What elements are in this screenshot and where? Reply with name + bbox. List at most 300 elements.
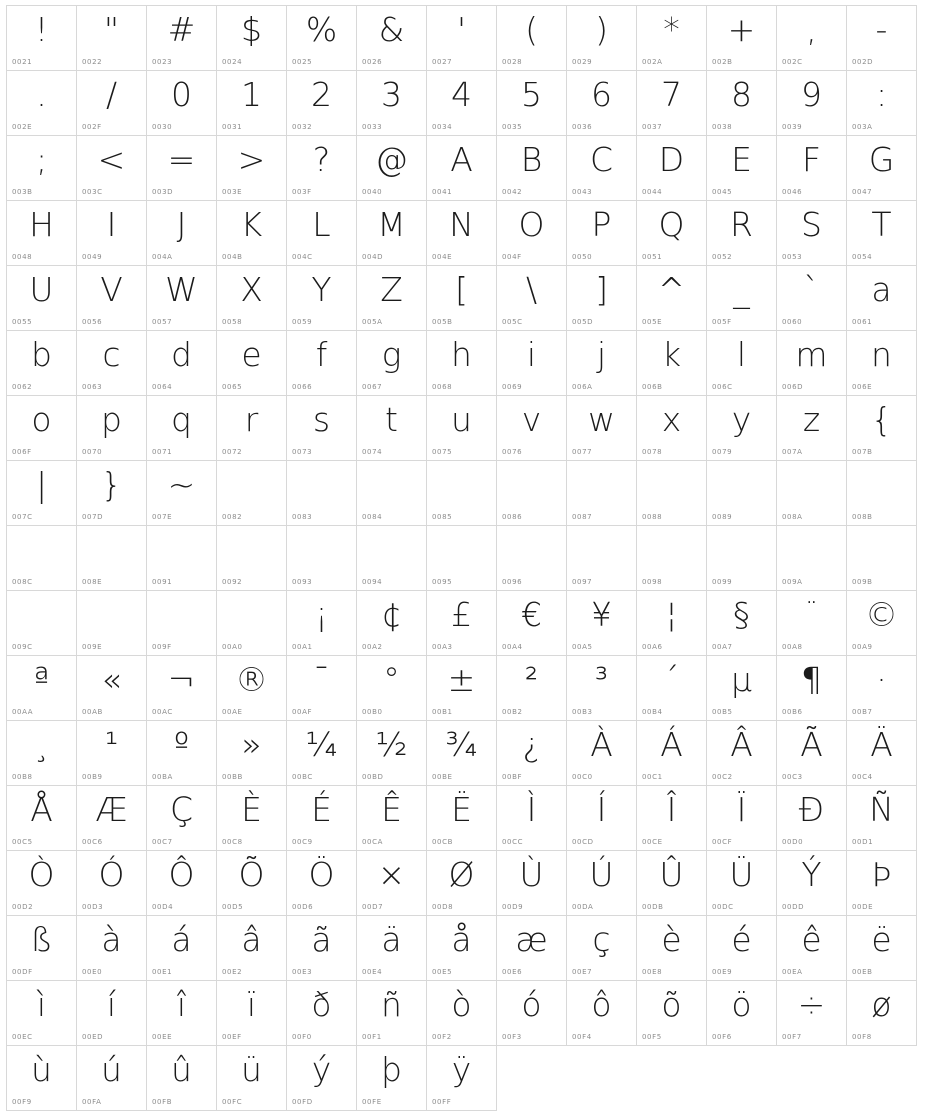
glyph-cell[interactable] xyxy=(147,851,217,916)
glyph-character: å xyxy=(451,920,472,959)
glyph-cell[interactable] xyxy=(847,526,917,591)
glyph-cell[interactable] xyxy=(427,396,497,461)
glyph-cell[interactable] xyxy=(77,461,147,526)
glyph-cell[interactable] xyxy=(637,721,707,786)
glyph-character: I xyxy=(106,205,117,244)
glyph-cell[interactable] xyxy=(847,786,917,851)
glyph-cell[interactable] xyxy=(567,721,637,786)
glyph-cell[interactable] xyxy=(847,851,917,916)
glyph-cell[interactable] xyxy=(77,591,147,656)
glyph-cell[interactable] xyxy=(497,981,567,1046)
glyph-cell[interactable] xyxy=(357,526,427,591)
glyph-codepoint: 00D3 xyxy=(82,903,104,911)
glyph-character: ì xyxy=(36,985,47,1024)
glyph-cell[interactable] xyxy=(287,916,357,981)
glyph-cell[interactable] xyxy=(357,721,427,786)
glyph-codepoint: 0094 xyxy=(362,578,383,586)
glyph-cell[interactable] xyxy=(427,71,497,136)
glyph-cell[interactable] xyxy=(217,461,287,526)
glyph-codepoint: 00FC xyxy=(222,1098,243,1106)
glyph-cell[interactable] xyxy=(147,266,217,331)
glyph-cell[interactable] xyxy=(707,266,777,331)
glyph-cell[interactable] xyxy=(637,6,707,71)
glyph-character: z xyxy=(802,400,821,439)
glyph-cell[interactable] xyxy=(357,916,427,981)
glyph-cell[interactable] xyxy=(637,851,707,916)
glyph-cell[interactable] xyxy=(497,526,567,591)
glyph-cell[interactable] xyxy=(777,201,847,266)
glyph-codepoint: 007A xyxy=(782,448,803,456)
glyph-cell[interactable] xyxy=(357,591,427,656)
glyph-cell[interactable] xyxy=(217,916,287,981)
glyph-codepoint: 0088 xyxy=(642,513,663,521)
glyph-cell[interactable] xyxy=(637,201,707,266)
glyph-cell[interactable] xyxy=(147,1046,217,1111)
glyph-cell[interactable] xyxy=(567,266,637,331)
glyph-character: Ê xyxy=(381,790,402,829)
glyph-cell[interactable] xyxy=(287,526,357,591)
glyph-cell[interactable] xyxy=(357,851,427,916)
glyph-cell[interactable] xyxy=(497,461,567,526)
glyph-cell[interactable] xyxy=(847,201,917,266)
glyph-cell[interactable] xyxy=(847,721,917,786)
glyph-codepoint: 009B xyxy=(852,578,873,586)
glyph-codepoint: 0026 xyxy=(362,58,383,66)
glyph-codepoint: 005A xyxy=(362,318,383,326)
glyph-cell[interactable] xyxy=(427,266,497,331)
glyph-cell[interactable] xyxy=(567,526,637,591)
glyph-codepoint: 00BA xyxy=(152,773,173,781)
glyph-cell[interactable] xyxy=(217,851,287,916)
glyph-cell[interactable] xyxy=(497,786,567,851)
glyph-cell[interactable] xyxy=(287,461,357,526)
glyph-cell[interactable] xyxy=(497,201,567,266)
glyph-codepoint: 007E xyxy=(152,513,173,521)
glyph-cell[interactable] xyxy=(77,916,147,981)
glyph-cell[interactable] xyxy=(497,656,567,721)
glyph-cell[interactable] xyxy=(637,331,707,396)
glyph-cell[interactable] xyxy=(357,786,427,851)
glyph-character: q xyxy=(171,400,192,439)
glyph-cell[interactable] xyxy=(847,591,917,656)
glyph-cell[interactable] xyxy=(147,71,217,136)
glyph-cell[interactable] xyxy=(7,851,77,916)
glyph-cell[interactable] xyxy=(777,331,847,396)
glyph-codepoint: 008B xyxy=(852,513,873,521)
glyph-cell[interactable] xyxy=(147,6,217,71)
glyph-cell[interactable] xyxy=(497,71,567,136)
glyph-cell[interactable] xyxy=(217,1046,287,1111)
glyph-cell[interactable] xyxy=(497,266,567,331)
glyph-cell[interactable] xyxy=(427,721,497,786)
glyph-cell[interactable] xyxy=(637,591,707,656)
glyph-character: p xyxy=(101,400,122,439)
glyph-cell[interactable] xyxy=(497,851,567,916)
glyph-character: ÷ xyxy=(797,985,826,1024)
glyph-cell[interactable] xyxy=(427,201,497,266)
glyph-character: # xyxy=(167,10,196,49)
glyph-cell[interactable] xyxy=(77,526,147,591)
glyph-cell[interactable] xyxy=(287,981,357,1046)
glyph-cell[interactable] xyxy=(847,916,917,981)
glyph-cell[interactable] xyxy=(77,1046,147,1111)
glyph-codepoint: 004F xyxy=(502,253,522,261)
glyph-cell[interactable] xyxy=(357,1046,427,1111)
glyph-cell[interactable] xyxy=(707,981,777,1046)
glyph-cell[interactable] xyxy=(357,396,427,461)
glyph-cell[interactable] xyxy=(287,396,357,461)
glyph-character xyxy=(777,463,846,507)
glyph-cell[interactable] xyxy=(77,851,147,916)
glyph-cell[interactable] xyxy=(847,656,917,721)
glyph-codepoint: 00FD xyxy=(292,1098,313,1106)
glyph-cell[interactable] xyxy=(567,656,637,721)
glyph-cell[interactable] xyxy=(777,591,847,656)
glyph-cell[interactable] xyxy=(77,981,147,1046)
glyph-cell[interactable] xyxy=(567,396,637,461)
glyph-codepoint: 00E6 xyxy=(502,968,523,976)
glyph-cell[interactable] xyxy=(637,981,707,1046)
glyph-cell[interactable] xyxy=(7,201,77,266)
glyph-character: } xyxy=(101,465,122,504)
glyph-cell[interactable] xyxy=(287,656,357,721)
glyph-cell[interactable] xyxy=(637,526,707,591)
glyph-cell[interactable] xyxy=(707,851,777,916)
glyph-cell[interactable] xyxy=(287,786,357,851)
glyph-cell[interactable] xyxy=(777,526,847,591)
glyph-character: á xyxy=(171,920,192,959)
glyph-character: Y xyxy=(311,270,332,309)
glyph-cell[interactable] xyxy=(777,6,847,71)
glyph-cell[interactable] xyxy=(847,331,917,396)
glyph-cell[interactable] xyxy=(77,721,147,786)
glyph-cell[interactable] xyxy=(777,266,847,331)
glyph-cell[interactable] xyxy=(217,136,287,201)
glyph-cell[interactable] xyxy=(147,786,217,851)
glyph-cell[interactable] xyxy=(427,851,497,916)
glyph-cell[interactable] xyxy=(287,6,357,71)
glyph-character: ê xyxy=(801,920,822,959)
glyph-codepoint: 00B6 xyxy=(782,708,803,716)
glyph-cell[interactable] xyxy=(707,136,777,201)
glyph-codepoint: 00EB xyxy=(852,968,873,976)
glyph-cell[interactable] xyxy=(147,201,217,266)
glyph-character: 3 xyxy=(381,75,402,114)
glyph-codepoint: 00C5 xyxy=(12,838,33,846)
glyph-cell[interactable] xyxy=(707,396,777,461)
glyph-cell[interactable] xyxy=(777,461,847,526)
glyph-cell[interactable] xyxy=(427,461,497,526)
glyph-cell[interactable] xyxy=(287,331,357,396)
glyph-cell[interactable] xyxy=(147,331,217,396)
glyph-cell[interactable] xyxy=(7,981,77,1046)
glyph-cell[interactable] xyxy=(847,396,917,461)
glyph-cell[interactable] xyxy=(427,656,497,721)
glyph-cell[interactable] xyxy=(567,201,637,266)
glyph-cell[interactable] xyxy=(287,591,357,656)
glyph-cell[interactable] xyxy=(147,721,217,786)
glyph-cell[interactable] xyxy=(567,331,637,396)
glyph-cell[interactable] xyxy=(847,461,917,526)
glyph-cell[interactable] xyxy=(357,461,427,526)
glyph-codepoint: 002D xyxy=(852,58,874,66)
glyph-cell[interactable] xyxy=(77,6,147,71)
glyph-cell[interactable] xyxy=(777,136,847,201)
glyph-cell[interactable] xyxy=(427,136,497,201)
glyph-codepoint: 007D xyxy=(82,513,104,521)
glyph-cell[interactable] xyxy=(357,266,427,331)
glyph-cell[interactable] xyxy=(637,786,707,851)
glyph-cell[interactable] xyxy=(147,656,217,721)
glyph-cell[interactable] xyxy=(217,981,287,1046)
glyph-character: a xyxy=(871,270,892,309)
glyph-character: " xyxy=(103,10,120,49)
glyph-cell[interactable] xyxy=(287,1046,357,1111)
glyph-cell[interactable] xyxy=(7,916,77,981)
glyph-cell[interactable] xyxy=(707,916,777,981)
glyph-cell[interactable] xyxy=(147,396,217,461)
glyph-cell[interactable] xyxy=(707,71,777,136)
glyph-cell[interactable] xyxy=(7,396,77,461)
glyph-character: ± xyxy=(447,660,476,699)
glyph-cell[interactable] xyxy=(427,6,497,71)
glyph-cell[interactable] xyxy=(567,591,637,656)
glyph-character: Q xyxy=(658,205,685,244)
glyph-character: ü xyxy=(241,1050,262,1089)
glyph-cell[interactable] xyxy=(217,71,287,136)
glyph-cell[interactable] xyxy=(7,786,77,851)
glyph-codepoint: 0050 xyxy=(572,253,593,261)
glyph-cell[interactable] xyxy=(7,331,77,396)
glyph-cell[interactable] xyxy=(287,71,357,136)
glyph-cell[interactable] xyxy=(147,136,217,201)
glyph-cell[interactable] xyxy=(777,71,847,136)
glyph-cell[interactable] xyxy=(77,656,147,721)
glyph-codepoint: 00E3 xyxy=(292,968,313,976)
glyph-cell[interactable] xyxy=(707,656,777,721)
glyph-character: É xyxy=(311,790,332,829)
glyph-cell[interactable] xyxy=(427,591,497,656)
glyph-cell[interactable] xyxy=(357,6,427,71)
glyph-cell[interactable] xyxy=(637,396,707,461)
glyph-cell[interactable] xyxy=(497,6,567,71)
glyph-character: Z xyxy=(380,270,403,309)
glyph-cell[interactable] xyxy=(7,461,77,526)
glyph-character: H xyxy=(29,205,54,244)
glyph-codepoint: 0058 xyxy=(222,318,243,326)
glyph-codepoint: 00AB xyxy=(82,708,103,716)
glyph-cell[interactable] xyxy=(217,786,287,851)
glyph-cell[interactable] xyxy=(847,6,917,71)
glyph-character: Þ xyxy=(871,855,892,894)
glyph-cell[interactable] xyxy=(77,136,147,201)
glyph-cell[interactable] xyxy=(357,201,427,266)
glyph-character: E xyxy=(731,140,752,179)
glyph-cell[interactable] xyxy=(497,721,567,786)
glyph-cell[interactable] xyxy=(847,981,917,1046)
glyph-cell[interactable] xyxy=(427,981,497,1046)
glyph-codepoint: 0036 xyxy=(572,123,593,131)
glyph-character xyxy=(497,528,566,572)
glyph-cell[interactable] xyxy=(497,136,567,201)
glyph-cell[interactable] xyxy=(217,721,287,786)
glyph-cell[interactable] xyxy=(637,266,707,331)
glyph-cell[interactable] xyxy=(7,136,77,201)
glyph-cell[interactable] xyxy=(147,461,217,526)
glyph-cell[interactable] xyxy=(637,656,707,721)
glyph-cell[interactable] xyxy=(217,201,287,266)
glyph-cell[interactable] xyxy=(77,266,147,331)
glyph-character: ú xyxy=(101,1050,122,1089)
glyph-codepoint: 0051 xyxy=(642,253,663,261)
glyph-codepoint: 00D9 xyxy=(502,903,524,911)
glyph-cell[interactable] xyxy=(7,591,77,656)
glyph-codepoint: 0072 xyxy=(222,448,243,456)
glyph-cell[interactable] xyxy=(287,266,357,331)
glyph-character: - xyxy=(875,10,888,49)
glyph-cell[interactable] xyxy=(707,461,777,526)
glyph-cell[interactable] xyxy=(357,136,427,201)
glyph-cell[interactable] xyxy=(847,136,917,201)
glyph-character: ? xyxy=(312,140,331,179)
glyph-codepoint: 0070 xyxy=(82,448,103,456)
glyph-cell[interactable] xyxy=(7,6,77,71)
glyph-cell[interactable] xyxy=(847,71,917,136)
glyph-cell[interactable] xyxy=(7,656,77,721)
glyph-cell[interactable] xyxy=(777,396,847,461)
glyph-cell[interactable] xyxy=(217,526,287,591)
glyph-cell[interactable] xyxy=(497,396,567,461)
glyph-character: A xyxy=(450,140,473,179)
glyph-cell[interactable] xyxy=(567,6,637,71)
glyph-cell[interactable] xyxy=(427,331,497,396)
glyph-cell[interactable] xyxy=(637,461,707,526)
glyph-character: ß xyxy=(30,920,53,959)
glyph-cell[interactable] xyxy=(567,916,637,981)
glyph-cell[interactable] xyxy=(7,266,77,331)
glyph-codepoint: 00EC xyxy=(12,1033,33,1041)
glyph-codepoint: 0028 xyxy=(502,58,523,66)
glyph-character: W xyxy=(165,270,198,309)
glyph-character: » xyxy=(241,725,262,764)
glyph-character: \ xyxy=(525,270,538,309)
glyph-character: è xyxy=(661,920,682,959)
glyph-character: u xyxy=(451,400,472,439)
glyph-cell[interactable] xyxy=(287,201,357,266)
glyph-cell[interactable] xyxy=(567,71,637,136)
glyph-character xyxy=(147,528,216,572)
glyph-cell[interactable] xyxy=(497,591,567,656)
glyph-cell[interactable] xyxy=(7,1046,77,1111)
glyph-cell[interactable] xyxy=(217,656,287,721)
glyph-cell[interactable] xyxy=(7,71,77,136)
glyph-cell[interactable] xyxy=(357,656,427,721)
glyph-cell[interactable] xyxy=(707,526,777,591)
glyph-codepoint: 00C6 xyxy=(82,838,103,846)
glyph-cell[interactable] xyxy=(707,331,777,396)
glyph-cell[interactable] xyxy=(567,461,637,526)
glyph-cell[interactable] xyxy=(357,71,427,136)
glyph-codepoint: 00DA xyxy=(572,903,594,911)
glyph-cell[interactable] xyxy=(217,331,287,396)
glyph-cell[interactable] xyxy=(217,266,287,331)
glyph-cell[interactable] xyxy=(147,916,217,981)
glyph-cell[interactable] xyxy=(7,721,77,786)
glyph-codepoint: 0041 xyxy=(432,188,453,196)
glyph-codepoint: 00A7 xyxy=(712,643,733,651)
glyph-cell[interactable] xyxy=(777,981,847,1046)
glyph-character: Á xyxy=(660,725,683,764)
glyph-character: ù xyxy=(31,1050,52,1089)
glyph-cell[interactable] xyxy=(217,591,287,656)
glyph-cell[interactable] xyxy=(147,981,217,1046)
glyph-cell[interactable] xyxy=(427,786,497,851)
glyph-cell[interactable] xyxy=(147,591,217,656)
glyph-codepoint: 0031 xyxy=(222,123,243,131)
glyph-cell[interactable] xyxy=(567,981,637,1046)
glyph-character: Ü xyxy=(729,855,754,894)
glyph-cell[interactable] xyxy=(217,6,287,71)
glyph-cell[interactable] xyxy=(427,526,497,591)
glyph-cell[interactable] xyxy=(777,721,847,786)
glyph-cell[interactable] xyxy=(497,331,567,396)
glyph-cell[interactable] xyxy=(217,396,287,461)
glyph-codepoint: 0053 xyxy=(782,253,803,261)
glyph-cell[interactable] xyxy=(777,786,847,851)
glyph-cell[interactable] xyxy=(77,786,147,851)
glyph-cell[interactable] xyxy=(637,916,707,981)
glyph-cell[interactable] xyxy=(777,916,847,981)
glyph-cell[interactable] xyxy=(567,136,637,201)
glyph-cell[interactable] xyxy=(707,721,777,786)
glyph-character: € xyxy=(521,595,542,634)
glyph-character: ó xyxy=(521,985,542,1024)
glyph-cell[interactable] xyxy=(637,136,707,201)
glyph-cell[interactable] xyxy=(497,916,567,981)
glyph-cell[interactable] xyxy=(637,71,707,136)
glyph-character: Æ xyxy=(95,790,128,829)
glyph-cell[interactable] xyxy=(847,266,917,331)
glyph-cell[interactable] xyxy=(7,526,77,591)
glyph-codepoint: 00CB xyxy=(432,838,453,846)
glyph-character: Å xyxy=(30,790,53,829)
glyph-cell[interactable] xyxy=(77,396,147,461)
glyph-cell[interactable] xyxy=(777,656,847,721)
glyph-cell[interactable] xyxy=(77,71,147,136)
glyph-cell[interactable] xyxy=(427,916,497,981)
glyph-cell[interactable] xyxy=(707,591,777,656)
glyph-cell[interactable] xyxy=(777,851,847,916)
glyph-cell[interactable] xyxy=(77,331,147,396)
glyph-cell[interactable] xyxy=(707,201,777,266)
glyph-cell[interactable] xyxy=(287,136,357,201)
glyph-codepoint: 0044 xyxy=(642,188,663,196)
glyph-character: m xyxy=(795,335,828,374)
glyph-cell[interactable] xyxy=(77,201,147,266)
glyph-cell[interactable] xyxy=(707,6,777,71)
glyph-cell[interactable] xyxy=(287,721,357,786)
glyph-cell[interactable] xyxy=(707,786,777,851)
glyph-character: R xyxy=(730,205,753,244)
glyph-cell[interactable] xyxy=(287,851,357,916)
glyph-cell[interactable] xyxy=(357,981,427,1046)
glyph-cell[interactable] xyxy=(147,526,217,591)
glyph-cell[interactable] xyxy=(357,331,427,396)
glyph-character: l xyxy=(736,335,747,374)
glyph-cell[interactable] xyxy=(567,786,637,851)
glyph-cell[interactable] xyxy=(567,851,637,916)
glyph-cell[interactable] xyxy=(427,1046,497,1111)
